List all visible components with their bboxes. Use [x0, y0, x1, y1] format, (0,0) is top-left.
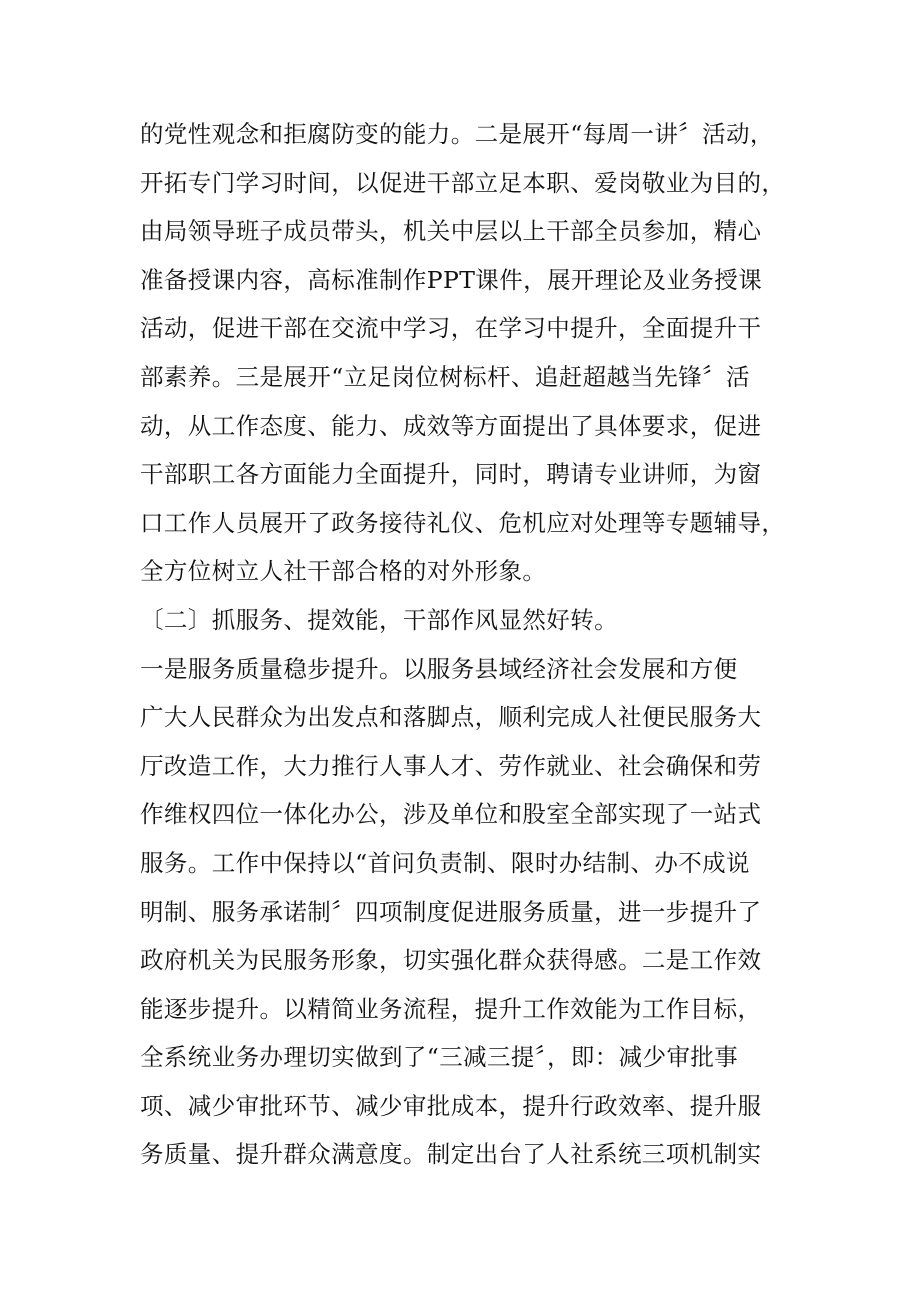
text-line: 全系统业务办理切实做到了“三减三提〞，即：减少审批事	[140, 1043, 739, 1072]
text-line: 能逐步提升。以精简业务流程，提升工作效能为工作目标，	[140, 994, 762, 1023]
text-line: 动，从工作态度、能力、成效等方面提出了具体要求，促进	[140, 411, 762, 440]
text-line: 广大人民群众为出发点和落脚点，顺利完成人社便民服务大	[140, 703, 762, 732]
text-line: 干部职工各方面能力全面提升，同时，聘请专业讲师，为窗	[140, 460, 762, 489]
text-line: 活动，促进干部在交流中学习，在学习中提升，全面提升干	[140, 314, 762, 343]
text-line: 由局领导班子成员带头，机关中层以上干部全员参加，精心	[140, 217, 762, 246]
text-line: 的党性观念和拒腐防变的能力。二是展开“每周一讲〞活动，	[140, 120, 774, 148]
text-line: 作维权四位一体化办公，涉及单位和股室全部实现了一站式	[140, 800, 762, 829]
section-heading: 〔二〕抓服务、提效能，干部作风显然好转。	[140, 605, 618, 634]
text-line: 服务。工作中保持以“首问负责制、限时办结制、办不成说	[140, 848, 750, 877]
text-line: 政府机关为民服务形象，切实强化群众获得感。二是工作效	[140, 946, 762, 975]
text-line: 部素养。三是展开“立足岗位树标杆、追赶超越当先锋〞活	[140, 362, 750, 391]
text-line: 明制、服务承诺制〞四项制度促进服务质量，进一步提升了	[140, 897, 762, 926]
text-line: 厅改造工作，大力推行人事人才、劳作就业、社会确保和劳	[140, 751, 762, 780]
text-line: 准备授课内容，高标准制作PPT课件，展开理论及业务授课	[140, 265, 763, 294]
text-line: 全方位树立人社干部合格的对外形象。	[140, 557, 547, 586]
text-line: 一是服务质量稳步提升。以服务县域经济社会发展和方便	[140, 654, 738, 683]
text-line: 项、减少审批环节、减少审批成本，提升行政效率、提升服	[140, 1091, 762, 1120]
text-line: 务质量、提升群众满意度。制定出台了人社系统三项机制实	[140, 1140, 762, 1169]
document-body	[140, 110, 800, 1179]
text-line: 口工作人员展开了政务接待礼仪、危机应对处理等专题辅导，	[140, 508, 786, 537]
text-line: 开拓专门学习时间，以促进干部立足本职、爱岗敬业为目的，	[140, 168, 786, 197]
